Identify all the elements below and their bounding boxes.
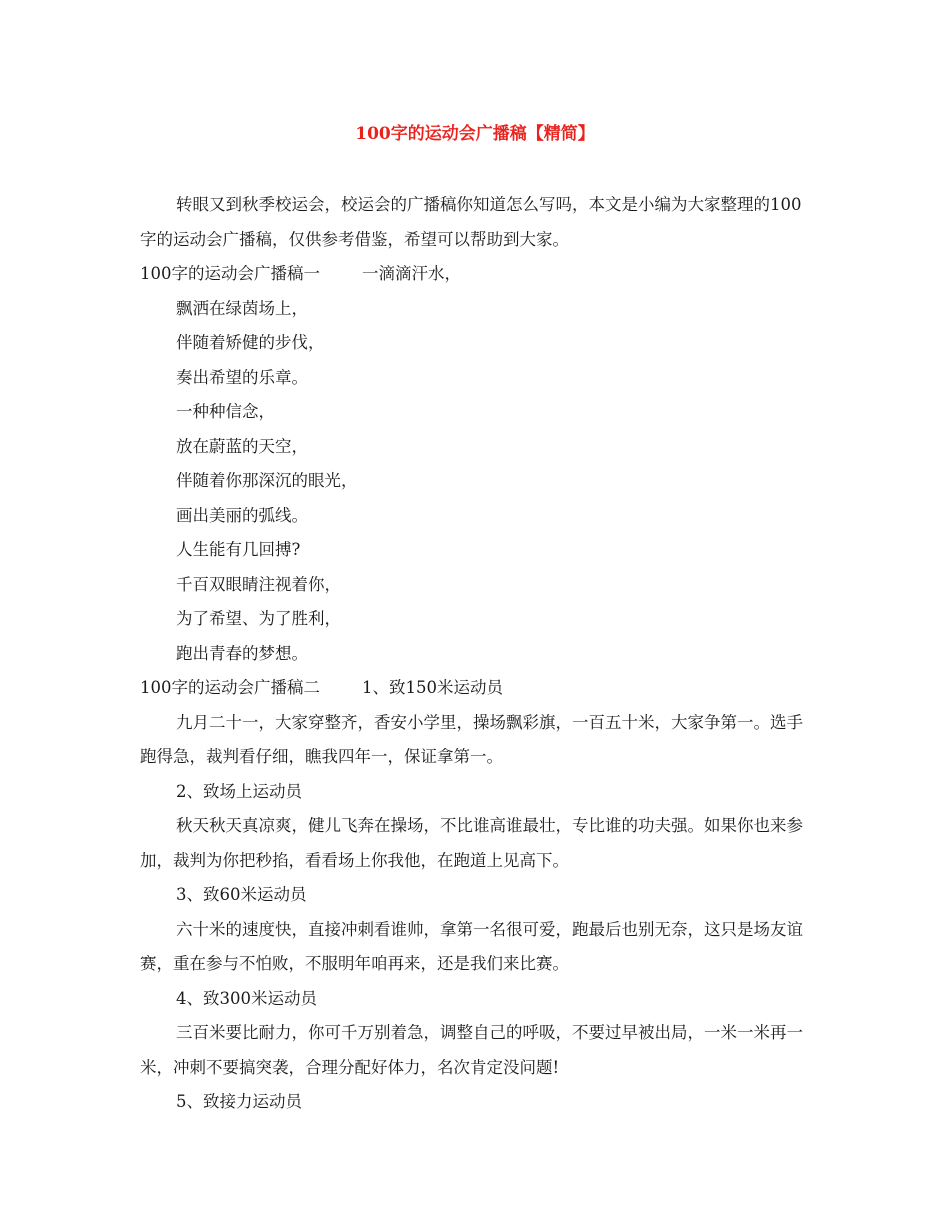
poem-line: 千百双眼睛注视着你， [176, 574, 341, 594]
section1-first-line: 一滴滴汗水， [362, 264, 461, 283]
document-title: 100字的运动会广播稿【精简】 [355, 124, 595, 144]
poem-line: 一种种信念， [176, 402, 275, 421]
subheading-300m: 4、致300米运动员 [176, 988, 317, 1008]
subheading-60m: 3、致60米运动员 [176, 885, 307, 904]
paragraph-field-athletes: 秋天秋天真凉爽，健儿飞奔在操场，不比谁高谁最壮，专比谁的功夫强。如果你也来参加，裁判为你把秒掐，看看场上你我他，在跑道上见高下。 [140, 816, 803, 870]
section2-heading: 100字的运动会广播稿二 [140, 678, 320, 697]
poem-line: 放在蔚蓝的天空， [176, 436, 308, 456]
poem-line: 跑出青春的梦想。 [176, 643, 308, 663]
subheading-field-athletes: 2、致场上运动员 [176, 781, 302, 801]
paragraph-60m: 六十米的速度快，直接冲刺看谁帅，拿第一名很可爱，跑最后也别无奈，这只是场友谊赛，重在参与不怕败，不服明年咱再来，还是我们来比赛。 [140, 919, 803, 973]
paragraph-300m: 三百米要比耐力，你可千万别着急，调整自己的呼吸，不要过早被出局，一米一米再一米，冲刺不要搞突袭，合理分配好体力，名次肯定没问题! [140, 1023, 803, 1077]
poem-line: 奏出希望的乐章。 [176, 367, 308, 387]
document-body [140, 188, 815, 1120]
section2-first-line: 1、致150米运动员 [362, 678, 503, 697]
paragraph-150m: 九月二十一，大家穿整齐，香安小学里，操场飘彩旗，一百五十米，大家争第一。选手跑得急，裁判看仔细，瞧我四年一，保证拿第一。 [140, 712, 803, 766]
intro-paragraph: 转眼又到秋季校运会，校运会的广播稿你知道怎么写吗，本文是小编为大家整理的100字的运动会广播稿，仅供参考借鉴，希望可以帮助到大家。 [140, 195, 802, 249]
poem-line: 为了希望、为了胜利， [176, 609, 341, 628]
poem-line: 人生能有几回搏? [176, 540, 301, 559]
poem-line: 伴随着矫健的步伐， [176, 333, 325, 352]
poem-line: 飘洒在绿茵场上， [176, 298, 308, 318]
poem-line: 画出美丽的弧线。 [176, 505, 308, 525]
section1-heading-line [140, 257, 815, 292]
subheading-relay: 5、致接力运动员 [176, 1092, 302, 1111]
section1-heading: 100字的运动会广播稿一 [140, 264, 320, 283]
section2-heading-line [140, 671, 815, 706]
poem-line: 伴随着你那深沉的眼光， [176, 471, 358, 490]
